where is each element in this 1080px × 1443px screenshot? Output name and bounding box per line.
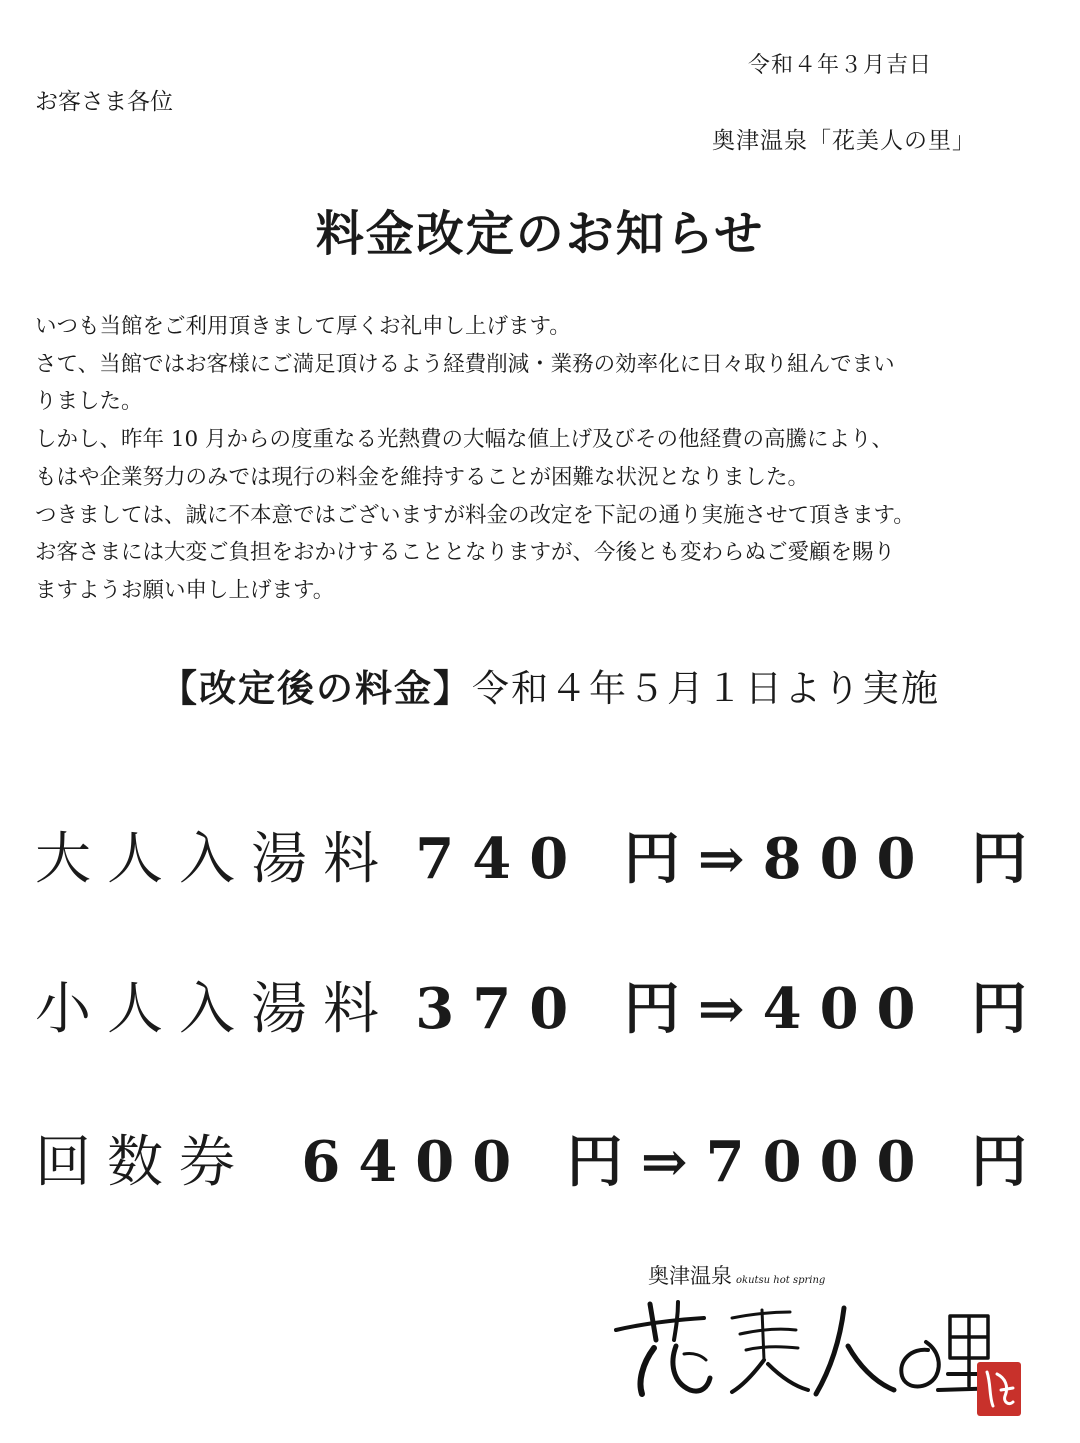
price-change: 370 円⇒400 円 xyxy=(415,976,1045,1042)
brand-seal-stamp xyxy=(975,1360,1023,1418)
brand-logo-script xyxy=(612,1290,1012,1410)
price-item-name: 大人入湯料 xyxy=(35,827,395,892)
price-item-name: 回数券 xyxy=(35,1130,251,1195)
logo-subtitle xyxy=(648,1260,825,1290)
body-line: りました。 xyxy=(35,389,143,415)
body-line: しかし、昨年 10 月からの度重なる光熱費の大幅な値上げ及びその他経費の高騰により、 xyxy=(35,427,894,453)
logo-subtitle-en: okutsu hot spring xyxy=(736,1275,826,1286)
price-row-coupon xyxy=(35,1118,1045,1195)
revision-effective-date: 令和４年５月１日より実施 xyxy=(472,667,940,710)
revision-label: 【改定後の料金】 xyxy=(160,666,472,710)
body-line: ますようお願い申し上げます。 xyxy=(35,577,335,603)
price-row-adult xyxy=(35,815,1045,892)
addressee: お客さま各位 xyxy=(35,89,173,115)
body-line: お客さまには大変ご負担をおかけすることとなりますが、今後とも変わらぬご愛顧を賜り xyxy=(35,540,896,566)
price-change: 6400 円⇒7000 円 xyxy=(301,1129,1045,1195)
body-line: さて、当館ではお客様にご満足頂けるよう経費削減・業務の効率化に日々取り組んでまい xyxy=(35,351,895,377)
body-line: もはや企業努力のみでは現行の料金を維持することが困難な状況となりました。 xyxy=(35,464,810,490)
sender-name: 奥津温泉「花美人の里」 xyxy=(712,128,976,154)
price-item-name: 小人入湯料 xyxy=(35,977,395,1042)
notice-title: 料金改定のお知らせ xyxy=(315,206,765,262)
revision-heading xyxy=(0,658,1080,712)
price-row-child xyxy=(35,965,1045,1042)
notice-body xyxy=(35,308,1055,610)
notice-date: 令和４年３月吉日 xyxy=(748,53,933,78)
body-line: いつも当館をご利用頂きまして厚くお礼申し上げます。 xyxy=(35,314,571,339)
price-change: 740 円⇒800 円 xyxy=(415,826,1045,892)
body-line: つきましては、誠に不本意ではございますが料金の改定を下記の通り実施させて頂きます。 xyxy=(35,502,915,528)
logo-subtitle-jp: 奥津温泉 xyxy=(648,1264,732,1288)
